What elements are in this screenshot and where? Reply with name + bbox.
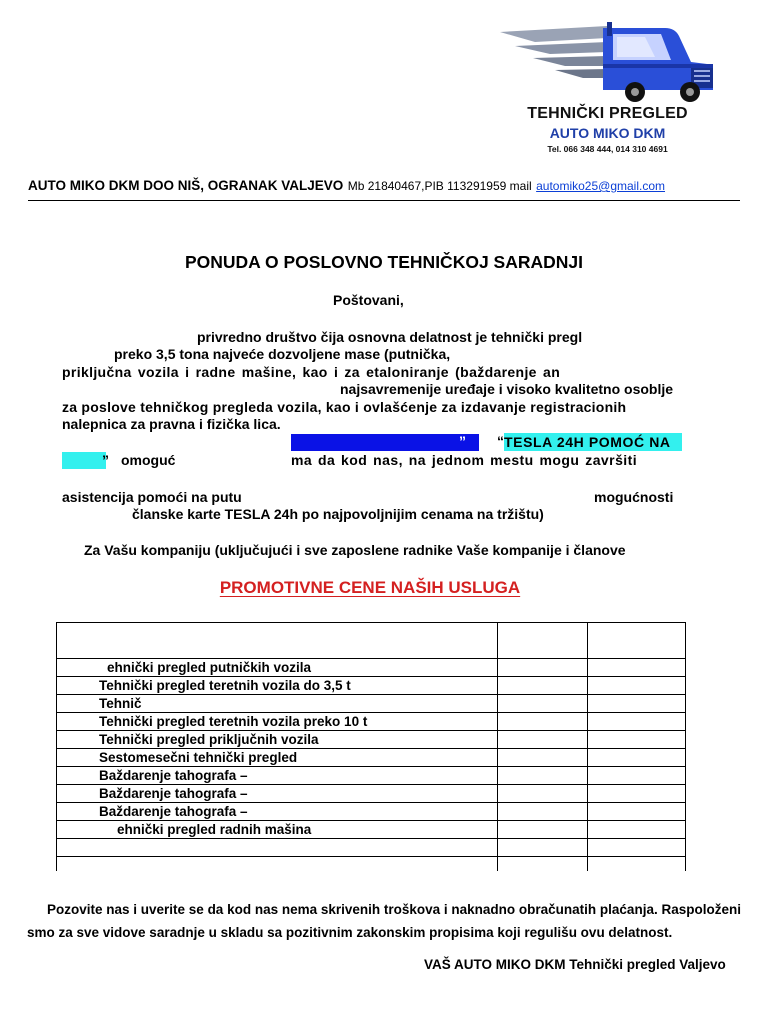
service-name: Sestomesečni tehnički pregled [57, 749, 498, 767]
empty-cell [588, 857, 686, 872]
price-cell [498, 731, 588, 749]
table-row [57, 767, 686, 785]
header-divider [28, 200, 740, 201]
company-header [28, 177, 665, 195]
highlight-cyan [62, 452, 106, 469]
price-cell [498, 695, 588, 713]
price-cell [498, 803, 588, 821]
signature: VAŠ AUTO MIKO DKM Tehnički pregled Valjevo [424, 957, 726, 972]
price-cell [588, 695, 686, 713]
price-cell [588, 713, 686, 731]
service-name: Tehnički pregled teretnih vozila do 3,5 t [57, 677, 498, 695]
page-title: PONUDA O POSLOVNO TEHNIČKOJ SARADNJI [184, 252, 583, 272]
quote-close: ” [459, 433, 466, 449]
table-row [57, 803, 686, 821]
company-logo [495, 22, 720, 157]
service-name: ehnički pregled putničkih vozila [57, 659, 498, 677]
service-name [57, 839, 498, 857]
header-cell [588, 623, 686, 659]
table-row [57, 749, 686, 767]
body-line-9-a: asistencija pomoći na putu [62, 489, 242, 505]
footer-paragraph [27, 898, 749, 944]
body-line-2: preko 3,5 tona najveće dozvoljene mase (putnička, [114, 346, 451, 362]
empty-cell [498, 857, 588, 872]
body-line-8-a: omoguć [121, 452, 176, 468]
price-cell [588, 659, 686, 677]
table-row [57, 731, 686, 749]
price-cell [588, 677, 686, 695]
price-cell [588, 839, 686, 857]
company-name: AUTO MIKO DKM DOO NIŠ, OGRANAK VALJEVO [28, 178, 344, 193]
price-cell [588, 731, 686, 749]
table-row [57, 713, 686, 731]
body-line-9-b: mogućnosti [594, 489, 674, 505]
body-line-1: privredno društvo čija osnovna delatnost je tehnički pregl [197, 329, 583, 345]
price-cell [498, 839, 588, 857]
service-name: Baždarenje tahografa – [57, 785, 498, 803]
body-line-5: za poslove tehničkog pregleda vozila, kao i ovlašćenje za izdavanje registracionih [62, 399, 627, 415]
header-cell [57, 623, 498, 659]
price-cell [588, 785, 686, 803]
table-row [57, 839, 686, 857]
promo-title: PROMOTIVNE CENE NAŠIH USLUGA [219, 578, 521, 597]
body-line-8-b: ma da kod nas, na jednom mestu mogu završiti [291, 452, 638, 468]
price-cell [498, 677, 588, 695]
body-line-4: najsavremenije uređaje i visoko kvalitetno osoblje [340, 381, 674, 397]
table-header-row [57, 623, 686, 659]
highlight-tesla: TESLA 24H POMOĆ NA [504, 433, 682, 451]
body-line-8-quote: ” [102, 452, 109, 468]
price-cell [498, 785, 588, 803]
price-table [56, 622, 686, 871]
table-row [57, 659, 686, 677]
service-name: Tehnički pregled priključnih vozila [57, 731, 498, 749]
service-name: ehnički pregled radnih mašina [57, 821, 498, 839]
price-cell [498, 659, 588, 677]
body-line-11: Za Vašu kompaniju (uključujući i sve zaposlene radnike Vaše kompanije i članove [84, 542, 626, 558]
table-row [57, 857, 686, 872]
price-cell [498, 767, 588, 785]
price-cell [498, 749, 588, 767]
table-row [57, 677, 686, 695]
price-cell [588, 749, 686, 767]
price-cell [588, 767, 686, 785]
body-line-3: priključna vozila i radne mašine, kao i za etaloniranje (baždarenje an [62, 364, 561, 380]
highlight-blue [291, 434, 479, 451]
email-link[interactable]: automiko25@gmail.com [536, 179, 666, 193]
logo-phone: Tel. 066 348 444, 014 310 4691 [547, 144, 668, 154]
logo-title: TEHNIČKI PREGLED [527, 105, 688, 122]
price-cell [498, 713, 588, 731]
table-row [57, 821, 686, 839]
footer-text: Pozovite nas i uverite se da kod nas nema skrivenih troškova i naknadno obračunatih plaćanja. Raspoloženi smo za sve vidove saradnje u skladu sa pozitivnim zakonskim propisima koji regulišu ovu delatnost. [27, 902, 741, 940]
service-name: Baždarenje tahografa – [57, 767, 498, 785]
body-line-6: nalepnica za pravna i fizička lica. [62, 416, 281, 432]
table-row [57, 695, 686, 713]
service-name: Tehnički pregled teretnih vozila preko 10 t [57, 713, 498, 731]
quote-open: “ [497, 433, 504, 449]
price-cell [498, 821, 588, 839]
price-cell [588, 803, 686, 821]
logo-subtitle: AUTO MIKO DKM [549, 125, 666, 141]
empty-cell [57, 857, 498, 872]
service-name: Tehnič [57, 695, 498, 713]
body-line-10: članske karte TESLA 24h po najpovoljnijim cenama na tržištu) [132, 506, 544, 522]
header-cell [498, 623, 588, 659]
truck-icon [495, 22, 720, 104]
company-details: Mb 21840467,PIB 113291959 mail [347, 179, 532, 193]
greeting: Poštovani, [333, 292, 404, 308]
table-row [57, 785, 686, 803]
price-cell [588, 821, 686, 839]
service-name: Baždarenje tahografa – [57, 803, 498, 821]
